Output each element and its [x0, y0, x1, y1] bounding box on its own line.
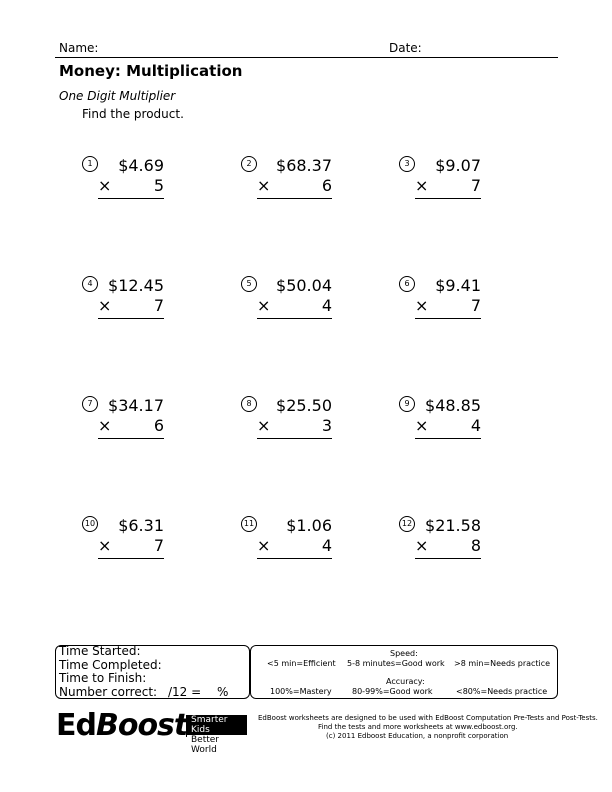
- times-sign: ×: [415, 416, 429, 435]
- problem-2: [241, 156, 332, 216]
- problem-9: [399, 396, 481, 456]
- problem-number: 10: [82, 516, 98, 532]
- out-of-label: /12 =: [168, 685, 202, 699]
- problem-10: [82, 516, 164, 576]
- speed-label: Speed:: [390, 649, 418, 658]
- percent-label: %: [217, 685, 229, 699]
- problem-number: 5: [241, 276, 257, 292]
- problem-1: [82, 156, 164, 216]
- accuracy-good: 80-99%=Good work: [352, 687, 433, 696]
- problem-multiplier: 8: [470, 536, 481, 555]
- problem-multiplier: 7: [153, 536, 164, 555]
- problem-5: [241, 276, 332, 336]
- speed-practice: >8 min=Needs practice: [454, 659, 551, 668]
- problem-12: [399, 516, 481, 576]
- problem-multiplier: 6: [321, 176, 332, 195]
- date-label: Date:: [389, 41, 422, 55]
- problem-amount: $9.07: [435, 156, 481, 175]
- logo-boost-text: Boost: [95, 708, 188, 743]
- problem-multiplier: 3: [321, 416, 332, 435]
- problem-amount: $25.50: [276, 396, 332, 415]
- logo-ed-text: Ed: [56, 708, 96, 743]
- times-sign: ×: [98, 416, 112, 435]
- edboost-logo: [56, 708, 187, 743]
- problem-6: [399, 276, 481, 336]
- accuracy-label: Accuracy:: [386, 677, 425, 686]
- answer-line: [98, 198, 164, 199]
- problem-number: 8: [241, 396, 257, 412]
- answer-line: [415, 318, 481, 319]
- problem-number: 1: [82, 156, 98, 172]
- problem-amount: $6.31: [118, 516, 164, 535]
- subtitle: One Digit Multiplier: [59, 89, 176, 103]
- times-sign: ×: [257, 296, 271, 315]
- answer-line: [415, 438, 481, 439]
- problem-multiplier: 7: [470, 296, 481, 315]
- problem-7: [82, 396, 164, 456]
- time-completed-label: Time Completed:: [59, 658, 162, 672]
- problem-amount: $1.06: [286, 516, 332, 535]
- answer-line: [98, 318, 164, 319]
- time-started-label: Time Started:: [59, 644, 141, 658]
- problem-4: [82, 276, 164, 336]
- problem-amount: $34.17: [108, 396, 164, 415]
- times-sign: ×: [257, 176, 271, 195]
- info-line-1: EdBoost worksheets are designed to be used with EdBoost Computation Pre-Tests and Post-Tests.: [258, 714, 598, 722]
- times-sign: ×: [257, 536, 271, 555]
- problem-amount: $21.58: [425, 516, 481, 535]
- times-sign: ×: [98, 296, 112, 315]
- problem-amount: $48.85: [425, 396, 481, 415]
- problem-number: 6: [399, 276, 415, 292]
- problem-multiplier: 7: [470, 176, 481, 195]
- accuracy-practice: <80%=Needs practice: [456, 687, 548, 696]
- info-line-2: Find the tests and more worksheets at www.edboost.org.: [318, 723, 518, 731]
- speed-efficient: <5 min=Efficient: [267, 659, 336, 668]
- speed-good: 5-8 minutes=Good work: [347, 659, 445, 668]
- times-sign: ×: [257, 416, 271, 435]
- answer-line: [415, 198, 481, 199]
- page-title: Money: Multiplication: [59, 62, 243, 80]
- problem-3: [399, 156, 481, 216]
- number-correct-label: Number correct:: [59, 685, 158, 699]
- times-sign: ×: [415, 176, 429, 195]
- time-to-finish-label: Time to Finish:: [59, 671, 147, 685]
- problem-number: 7: [82, 396, 98, 412]
- tagline-bottom: Better World: [191, 735, 220, 755]
- problem-amount: $50.04: [276, 276, 332, 295]
- problem-multiplier: 7: [153, 296, 164, 315]
- answer-line: [415, 558, 481, 559]
- problem-amount: $12.45: [108, 276, 164, 295]
- problem-multiplier: 4: [321, 296, 332, 315]
- problem-number: 11: [241, 516, 257, 532]
- header-rule: [55, 57, 558, 58]
- times-sign: ×: [415, 536, 429, 555]
- tagline-top: Smarter Kids: [187, 715, 247, 735]
- instructions: Find the product.: [82, 107, 184, 121]
- answer-line: [257, 318, 332, 319]
- times-sign: ×: [98, 176, 112, 195]
- problem-number: 2: [241, 156, 257, 172]
- problem-amount: $4.69: [118, 156, 164, 175]
- name-label: Name:: [59, 41, 99, 55]
- accuracy-mastery: 100%=Mastery: [270, 687, 332, 696]
- problem-number: 4: [82, 276, 98, 292]
- answer-line: [98, 438, 164, 439]
- problem-number: 9: [399, 396, 415, 412]
- problem-amount: $9.41: [435, 276, 481, 295]
- problem-multiplier: 5: [153, 176, 164, 195]
- problem-amount: $68.37: [276, 156, 332, 175]
- answer-line: [257, 558, 332, 559]
- problem-number: 3: [399, 156, 415, 172]
- problem-multiplier: 6: [153, 416, 164, 435]
- answer-line: [257, 198, 332, 199]
- answer-line: [98, 558, 164, 559]
- tagline: [186, 715, 247, 755]
- answer-line: [257, 438, 332, 439]
- info-line-3: (c) 2011 Edboost Education, a nonprofit corporation: [326, 732, 509, 740]
- problem-8: [241, 396, 332, 456]
- problem-multiplier: 4: [321, 536, 332, 555]
- problem-number: 12: [399, 516, 415, 532]
- problem-11: [241, 516, 332, 576]
- times-sign: ×: [415, 296, 429, 315]
- times-sign: ×: [98, 536, 112, 555]
- problem-multiplier: 4: [470, 416, 481, 435]
